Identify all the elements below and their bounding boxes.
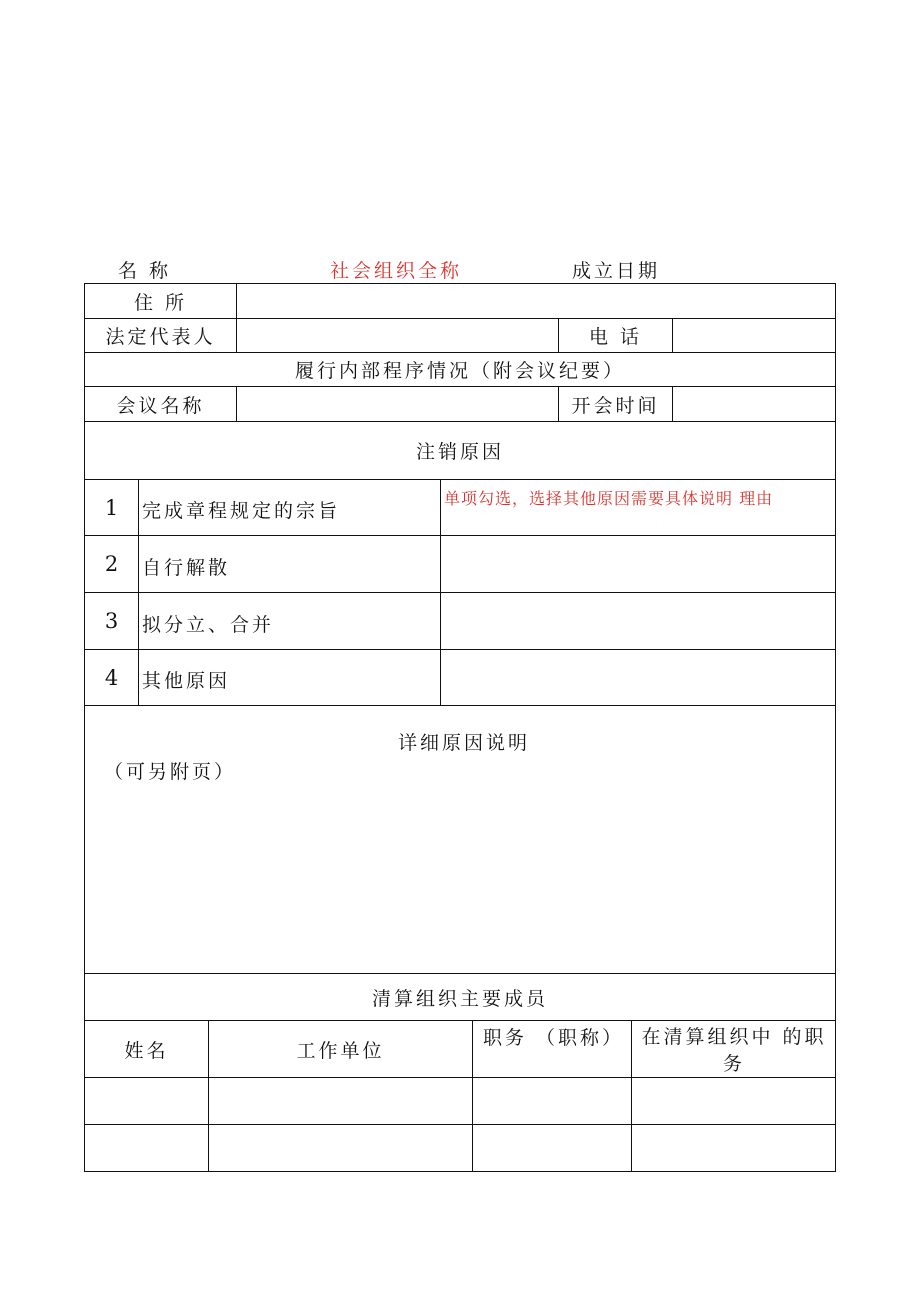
column-header-employer: 工作单位 xyxy=(296,1039,385,1062)
reason-instruction: 单项勾选，选择其他原因需要具体说明 理由 xyxy=(444,489,774,508)
legal-representative-label: 法定代表人 xyxy=(105,326,216,348)
address-label: 住 所 xyxy=(133,291,188,314)
reason-number: 1 xyxy=(104,495,119,520)
member-role-cell[interactable] xyxy=(632,1078,835,1124)
member-employer-cell[interactable] xyxy=(209,1078,472,1124)
member-role-cell[interactable] xyxy=(632,1125,835,1171)
internal-procedure-title: 履行内部程序情况（附会议纪要） xyxy=(294,360,625,382)
member-name-cell[interactable] xyxy=(85,1125,208,1171)
phone-field[interactable] xyxy=(673,319,835,352)
reason-text: 其他原因 xyxy=(142,670,231,692)
member-employer-cell[interactable] xyxy=(209,1125,472,1171)
reason-number: 4 xyxy=(104,665,119,690)
member-position-cell[interactable] xyxy=(473,1125,631,1171)
org-name-value: 社会组织全称 xyxy=(330,260,463,282)
reason-text: 自行解散 xyxy=(142,557,231,579)
reason-text: 完成章程规定的宗旨 xyxy=(142,500,341,522)
meeting-name-field[interactable] xyxy=(237,387,558,421)
legal-representative-field[interactable] xyxy=(237,319,558,352)
liquidation-team-title: 清算组织主要成员 xyxy=(371,987,548,1010)
phone-label: 电 话 xyxy=(588,326,643,348)
detailed-reason-field[interactable] xyxy=(86,790,834,970)
attachment-note: （可另附页） xyxy=(104,761,237,783)
detailed-reason-title: 详细原因说明 xyxy=(398,732,531,754)
member-name-cell[interactable] xyxy=(85,1078,208,1124)
column-header-name: 姓名 xyxy=(124,1039,169,1062)
meeting-time-field[interactable] xyxy=(673,387,835,421)
column-header-position: 职务 （职称） xyxy=(483,1027,625,1049)
member-position-cell[interactable] xyxy=(473,1078,631,1124)
meeting-name-label: 会议名称 xyxy=(116,394,205,417)
org-name-label: 名 称 xyxy=(118,260,172,282)
founding-date-label: 成立日期 xyxy=(572,260,661,282)
reason-text: 拟分立、合并 xyxy=(142,614,275,636)
address-field[interactable] xyxy=(237,284,835,318)
reason-number: 3 xyxy=(104,609,119,633)
meeting-time-label: 开会时间 xyxy=(571,394,660,417)
cancellation-reason-title: 注销原因 xyxy=(415,441,504,463)
reason-number: 2 xyxy=(104,552,119,576)
column-header-role-in-team: 在清算组织中 的职务 xyxy=(641,1026,827,1075)
